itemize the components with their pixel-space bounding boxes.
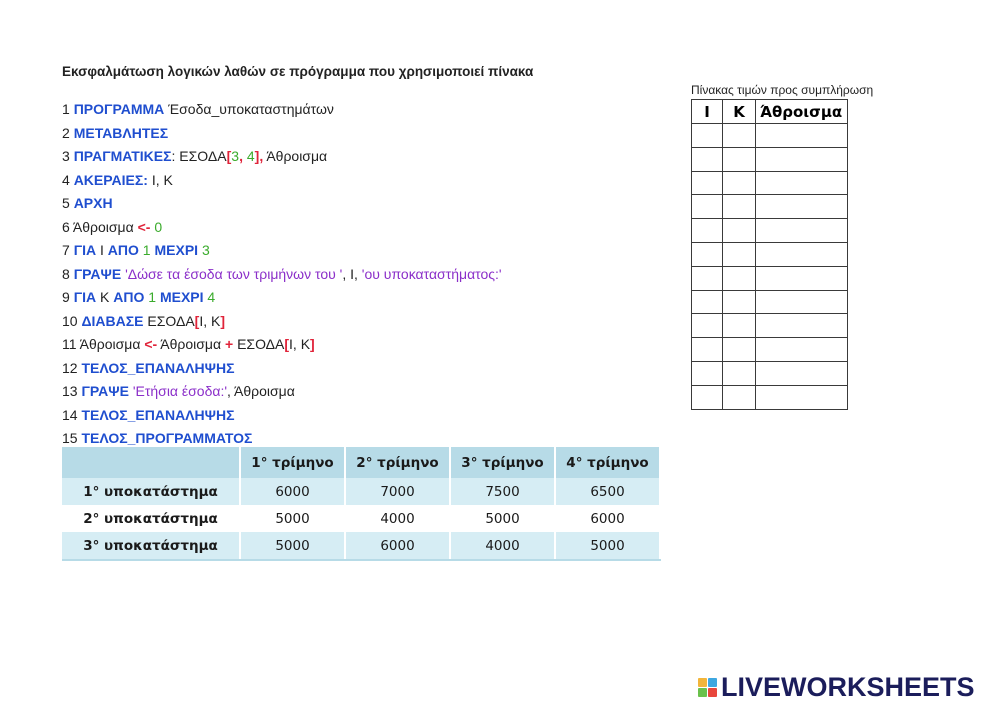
trace-row: [692, 124, 848, 148]
number: 4: [203, 289, 216, 305]
code-line-6: [62, 216, 502, 240]
trace-row: [692, 219, 848, 243]
keyword: ΑΠΟ: [107, 242, 139, 258]
line-number: 11: [62, 336, 80, 352]
trace-cell-i[interactable]: [692, 147, 723, 171]
code-line-4: [62, 169, 502, 193]
number: 3: [198, 242, 210, 258]
page-title: Εκσφαλμάτωση λογικών λαθών σε πρόγραμμα που χρησιμοποιεί πίνακα: [62, 64, 534, 79]
keyword: ΑΚΕΡΑΙΕΣ:: [73, 171, 148, 188]
line-number: 12: [62, 359, 82, 376]
trace-row: [692, 242, 848, 266]
trace-cell-k[interactable]: [723, 266, 756, 290]
trace-cell-i[interactable]: [692, 361, 723, 385]
logo-square: [708, 678, 717, 687]
table-header-cell: 2° τρίμηνο: [345, 447, 450, 478]
string: 'ου υποκαταστήματος:': [361, 265, 502, 282]
line-number: 7: [62, 242, 74, 258]
liveworksheets-logo: [698, 672, 975, 702]
table-cell: 6500: [555, 478, 660, 505]
table-row: [62, 505, 660, 532]
keyword: ΜΕΤΑΒΛΗΤΕΣ: [73, 124, 169, 141]
keyword: ΜΕΧΡΙ: [154, 242, 199, 258]
identifier: Άθροισμα: [157, 336, 225, 352]
identifier: ΕΣΟΔΑ: [233, 336, 285, 352]
punctuation: ,: [259, 148, 264, 164]
table-cell: 6000: [345, 532, 450, 560]
keyword: ΑΡΧΗ: [73, 195, 113, 211]
logo-square: [698, 678, 707, 687]
table-cell: 7500: [450, 478, 555, 505]
code-line-10: [62, 310, 502, 334]
identifier: Ι, Κ: [147, 171, 173, 188]
identifier: Άθροισμα: [72, 218, 138, 235]
table-cell: 6000: [555, 505, 660, 532]
code-line-12: [62, 357, 502, 381]
trace-cell-sum[interactable]: [756, 338, 848, 362]
table-cell: 5000: [240, 532, 345, 560]
trace-header-row: [692, 100, 848, 124]
keyword: ΓΙΑ: [73, 242, 97, 258]
trace-row: [692, 314, 848, 338]
code-line-14: [62, 404, 502, 428]
line-number: 8: [62, 265, 74, 282]
keyword: ΔΙΑΒΑΣΕ: [81, 312, 144, 329]
row-header: 3° υποκατάστημα: [62, 532, 240, 560]
trace-cell-i[interactable]: [692, 266, 723, 290]
trace-cell-k[interactable]: [723, 219, 756, 243]
assign-operator: <-: [137, 218, 151, 235]
line-number: 4: [62, 171, 74, 188]
table-header-cell: [62, 447, 240, 478]
trace-cell-i[interactable]: [692, 290, 723, 314]
trace-row: [692, 195, 848, 219]
trace-cell-k[interactable]: [723, 385, 756, 409]
trace-cell-i[interactable]: [692, 338, 723, 362]
keyword: ΓΙΑ: [73, 289, 97, 305]
keyword: ΠΡΑΓΜΑΤΙΚΕΣ: [73, 148, 172, 164]
trace-cell-i[interactable]: [692, 219, 723, 243]
code-line-3: [62, 145, 502, 169]
code-line-11: [62, 333, 502, 357]
table-header-row: [62, 447, 660, 478]
trace-row: [692, 147, 848, 171]
trace-cell-sum[interactable]: [756, 195, 848, 219]
trace-row: [692, 361, 848, 385]
identifier: Κ: [96, 289, 114, 305]
number: 1: [144, 289, 160, 305]
trace-cell-sum[interactable]: [756, 219, 848, 243]
identifier: Έσοδα_υποκαταστημάτων: [164, 101, 334, 117]
keyword: ΤΕΛΟΣ_ΠΡΟΓΡΑΜΜΑΤΟΣ: [81, 430, 253, 446]
string: 'Ετήσια έσοδα:': [128, 383, 228, 399]
table-cell: 6000: [240, 478, 345, 505]
table-cell: 4000: [450, 532, 555, 560]
line-number: 9: [62, 289, 74, 305]
identifier: , Ι,: [342, 265, 362, 282]
number: 0: [150, 218, 163, 235]
trace-cell-sum[interactable]: [756, 385, 848, 409]
trace-cell-sum[interactable]: [756, 314, 848, 338]
table-row: [62, 532, 660, 560]
bracket: ]: [220, 312, 226, 329]
code-line-9: [62, 286, 502, 310]
keyword: ΤΕΛΟΣ_ΕΠΑΝΑΛΗΨΗΣ: [81, 406, 235, 423]
keyword: ΠΡΟΓΡΑΜΜΑ: [73, 101, 165, 117]
trace-row: [692, 290, 848, 314]
keyword: ΓΡΑΨΕ: [81, 383, 129, 399]
code-line-7: [62, 239, 502, 263]
table-cell: 5000: [450, 505, 555, 532]
trace-cell-sum[interactable]: [756, 124, 848, 148]
logo-icon: [698, 678, 717, 697]
identifier: Άθροισμα: [230, 383, 295, 399]
line-number: 1: [62, 101, 74, 117]
trace-cell-k[interactable]: [723, 124, 756, 148]
bracket: ]: [254, 148, 260, 164]
logo-square: [698, 688, 707, 697]
identifier: Άθροισμα: [79, 336, 145, 352]
keyword: ΤΕΛΟΣ_ΕΠΑΝΑΛΗΨΗΣ: [81, 359, 235, 376]
assign-operator: <-: [144, 336, 158, 352]
pseudocode-listing: [62, 98, 502, 451]
code-line-2: [62, 122, 502, 146]
row-header: 2° υποκατάστημα: [62, 505, 240, 532]
keyword: ΜΕΧΡΙ: [159, 289, 204, 305]
table-cell: 5000: [240, 505, 345, 532]
trace-table: [691, 99, 848, 410]
line-number: 13: [62, 383, 82, 399]
trace-cell-i[interactable]: [692, 171, 723, 195]
line-number: 15: [62, 430, 82, 446]
logo-square: [708, 688, 717, 697]
number: 4: [246, 148, 255, 164]
trace-cell-sum[interactable]: [756, 290, 848, 314]
trace-cell-k[interactable]: [723, 147, 756, 171]
code-line-5: [62, 192, 502, 216]
revenue-table: [62, 447, 661, 561]
bracket: [: [284, 336, 290, 352]
trace-header-k: Κ: [723, 100, 756, 124]
keyword: ΑΠΟ: [113, 289, 145, 305]
punctuation: ,: [227, 383, 231, 399]
line-number: 14: [62, 406, 82, 423]
bracket: [: [226, 148, 232, 164]
code-line-1: [62, 98, 502, 122]
fill-table-caption: Πίνακας τιμών προς συμπλήρωση: [691, 83, 874, 97]
bracket: ]: [310, 336, 315, 352]
number: 1: [138, 242, 155, 258]
trace-cell-k[interactable]: [723, 290, 756, 314]
identifier: : ΕΣΟΔΑ: [171, 148, 227, 164]
row-header: 1° υποκατάστημα: [62, 478, 240, 505]
trace-cell-k[interactable]: [723, 195, 756, 219]
bracket: [: [194, 312, 200, 329]
identifier: ΕΣΟΔΑ: [143, 312, 195, 329]
table-cell: 5000: [555, 532, 660, 560]
trace-cell-sum[interactable]: [756, 266, 848, 290]
string: 'Δώσε τα έσοδα των τριμήνων του ': [121, 265, 343, 282]
plus-operator: +: [225, 336, 234, 352]
number: 3: [231, 148, 240, 164]
code-line-13: [62, 380, 502, 404]
table-cell: 7000: [345, 478, 450, 505]
table-header-cell: 3° τρίμηνο: [450, 447, 555, 478]
identifier: Άθροισμα: [263, 148, 328, 164]
trace-cell-sum[interactable]: [756, 361, 848, 385]
trace-cell-sum[interactable]: [756, 242, 848, 266]
trace-header-i: Ι: [692, 100, 723, 124]
table-header-cell: 4° τρίμηνο: [555, 447, 660, 478]
line-number: 10: [62, 312, 82, 329]
trace-cell-i[interactable]: [692, 314, 723, 338]
table-row: [62, 478, 660, 505]
trace-row: [692, 338, 848, 362]
line-number: 6: [62, 218, 73, 235]
trace-cell-k[interactable]: [723, 361, 756, 385]
identifier: Ι: [96, 242, 108, 258]
trace-row: [692, 171, 848, 195]
table-header-cell: 1° τρίμηνο: [240, 447, 345, 478]
trace-cell-sum[interactable]: [756, 147, 848, 171]
trace-header-sum: Άθροισμα: [756, 100, 848, 124]
trace-cell-sum[interactable]: [756, 171, 848, 195]
line-number: 2: [62, 124, 74, 141]
trace-cell-k[interactable]: [723, 314, 756, 338]
code-line-8: [62, 263, 502, 287]
trace-row: [692, 385, 848, 409]
trace-cell-i[interactable]: [692, 195, 723, 219]
trace-cell-i[interactable]: [692, 385, 723, 409]
table-cell: 4000: [345, 505, 450, 532]
line-number: 3: [62, 148, 74, 164]
trace-cell-i[interactable]: [692, 242, 723, 266]
line-number: 5: [62, 195, 74, 211]
punctuation: ,: [239, 148, 247, 164]
logo-text: LIVEWORKSHEETS: [721, 671, 975, 702]
trace-cell-k[interactable]: [723, 242, 756, 266]
trace-cell-k[interactable]: [723, 171, 756, 195]
trace-row: [692, 266, 848, 290]
identifier: Ι, Κ: [199, 312, 221, 329]
keyword: ΓΡΑΨΕ: [73, 265, 122, 282]
trace-cell-i[interactable]: [692, 124, 723, 148]
trace-cell-k[interactable]: [723, 338, 756, 362]
identifier: Ι, Κ: [289, 336, 311, 352]
